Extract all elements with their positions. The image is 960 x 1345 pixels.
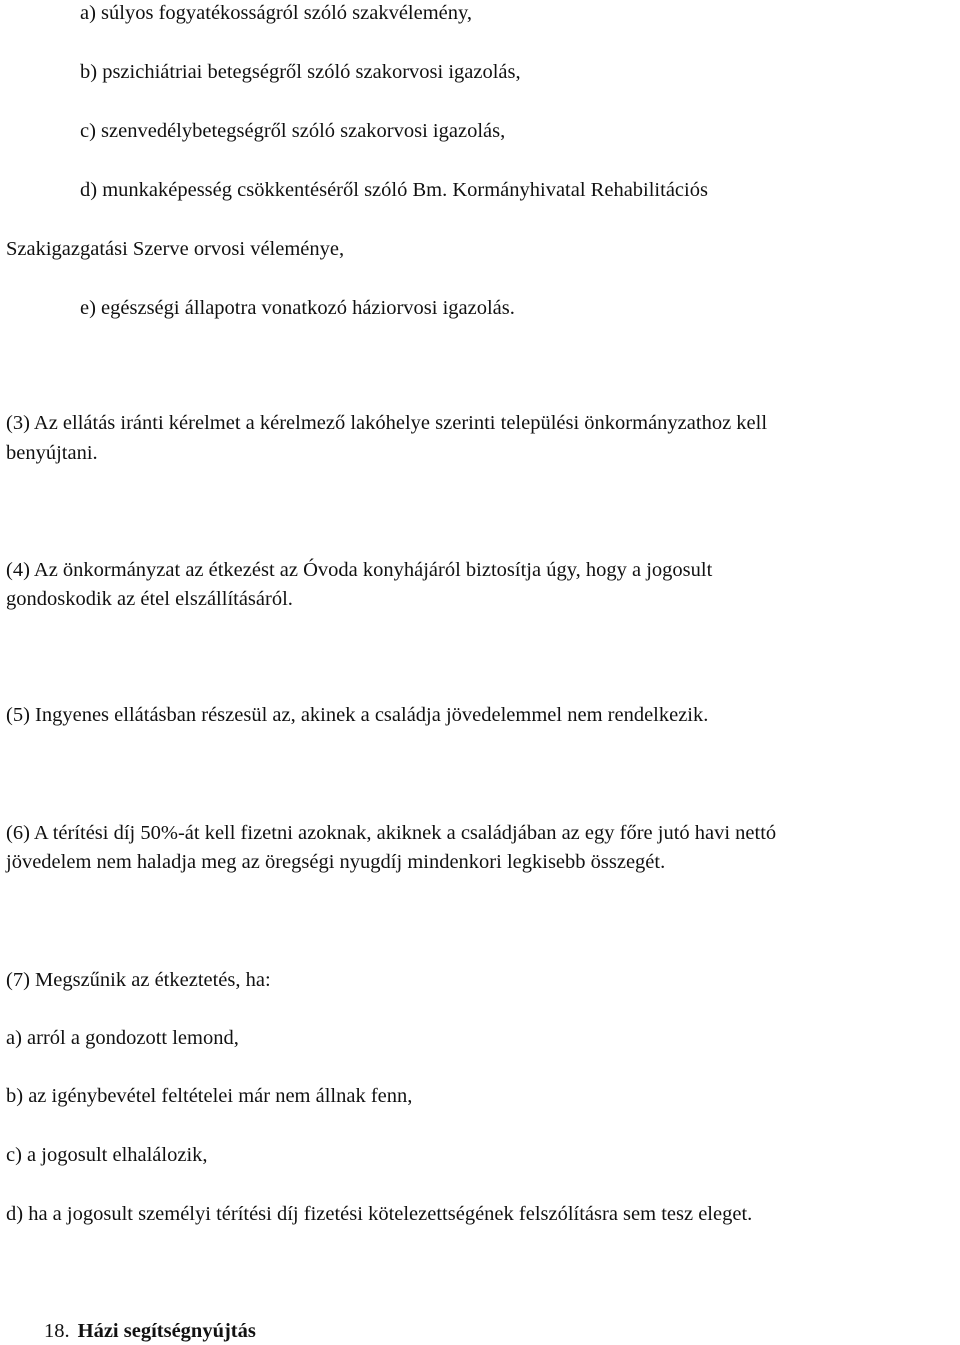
list-item: e) egészségi állapotra vonatkozó háziorvosi igazolás.: [80, 297, 515, 319]
section-7-item: b) az igénybevétel feltételei már nem állnak fenn,: [6, 1085, 413, 1107]
paragraph-6-line-2: jövedelem nem haladja meg az öregségi nyugdíj mindenkori legkisebb összegét.: [6, 851, 666, 873]
section-7-item: a) arról a gondozott lemond,: [6, 1027, 239, 1049]
section-7-intro: (7) Megszűnik az étkeztetés, ha:: [6, 969, 271, 991]
paragraph-3-line-1: (3) Az ellátás iránti kérelmet a kérelmező lakóhelye szerinti települési önkormányzathoz kell: [6, 412, 768, 434]
list-item-continuation: Szakigazgatási Szerve orvosi véleménye,: [6, 238, 345, 260]
paragraph-5: (5) Ingyenes ellátásban részesül az, akinek a családja jövedelemmel nem rendelkezik.: [6, 704, 709, 726]
paragraph-4-line-1: (4) Az önkormányzat az étkezést az Óvoda konyhájáról biztosítja úgy, hogy a jogosult: [6, 559, 713, 581]
section-heading: [44, 1318, 256, 1344]
section-7-item: c) a jogosult elhalálozik,: [6, 1144, 208, 1166]
list-item: c) szenvedélybetegségről szóló szakorvosi igazolás,: [80, 120, 506, 142]
list-item: a) súlyos fogyatékosságról szóló szakvélemény,: [80, 2, 473, 24]
section-7-item: d) ha a jogosult személyi térítési díj fizetési kötelezettségének felszólításra sem tesz eleget.: [6, 1203, 753, 1225]
section-heading-number: 18.: [44, 1320, 70, 1342]
paragraph-6-line-1: (6) A térítési díj 50%-át kell fizetni azoknak, akiknek a családjában az egy főre jutó havi nettó: [6, 822, 777, 844]
list-item: d) munkaképesség csökkentéséről szóló Bm. Kormányhivatal Rehabilitációs: [80, 179, 708, 201]
paragraph-3-line-2: benyújtani.: [6, 442, 98, 464]
section-heading-title: Házi segítségnyújtás: [77, 1320, 256, 1342]
list-item: b) pszichiátriai betegségről szóló szakorvosi igazolás,: [80, 61, 521, 83]
paragraph-4-line-2: gondoskodik az étel elszállításáról.: [6, 588, 293, 610]
